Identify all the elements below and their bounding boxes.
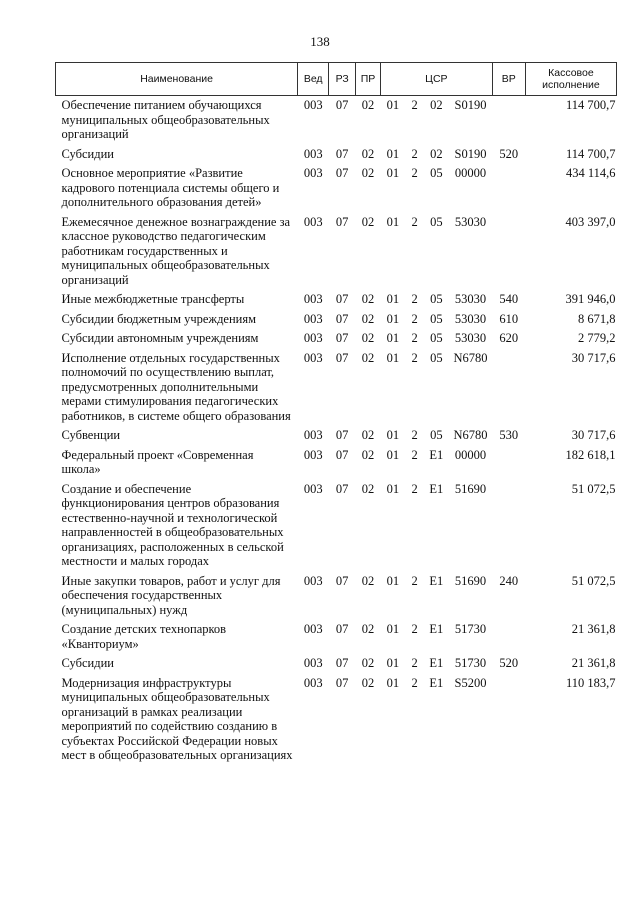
row-csr-activity: 05 xyxy=(430,331,443,345)
row-csr-direction: N6780 xyxy=(453,350,488,365)
budget-execution-table xyxy=(55,62,617,766)
table-row xyxy=(56,572,617,621)
row-csr-direction: 51690 xyxy=(454,573,487,588)
row-csr-activity: 05 xyxy=(430,311,443,326)
row-rz: 07 xyxy=(335,214,349,229)
row-ved: 003 xyxy=(303,146,323,161)
row-rz: 07 xyxy=(335,331,349,345)
row-rz: 07 xyxy=(335,656,349,670)
row-amount: 182 618,1 xyxy=(565,447,616,462)
row-csr-program: 01 xyxy=(386,331,400,345)
table-row xyxy=(56,329,617,349)
row-csr-subprogram: 2 xyxy=(411,146,418,161)
row-ved: 003 xyxy=(303,573,323,588)
row-pr: 02 xyxy=(361,214,375,229)
row-csr-activity: E1 xyxy=(429,447,444,462)
row-csr-activity: 02 xyxy=(430,146,443,161)
row-rz: 07 xyxy=(335,311,349,326)
row-csr-program: 01 xyxy=(386,166,400,180)
row-csr-direction: S5200 xyxy=(454,675,487,690)
row-csr-program: 01 xyxy=(386,675,400,690)
row-name: Иные межбюджетные трансферты xyxy=(61,292,245,306)
row-name: Модернизация инфраструктуры муниципальных общеобразовательных организаций в рамках реализации мероприятий по содействию созданию в субъектах Российской Федерации новых мест в общеобразовательных организациях xyxy=(61,675,293,762)
row-name: Субсидии xyxy=(61,146,114,161)
row-vr xyxy=(492,96,525,145)
row-ved: 003 xyxy=(303,447,323,462)
row-csr-activity: E1 xyxy=(429,656,444,670)
row-csr-program: 01 xyxy=(386,98,400,112)
row-csr-program: 01 xyxy=(386,481,400,496)
row-csr-subprogram: 2 xyxy=(411,573,418,588)
row-vr xyxy=(492,164,525,213)
row-rz: 07 xyxy=(335,447,349,462)
table-row xyxy=(56,426,617,446)
header-amount: Кассовое исполнение xyxy=(525,63,616,96)
row-rz: 07 xyxy=(335,573,349,588)
row-name: Субсидии автономным учреждениям xyxy=(61,331,259,345)
header-vr: ВР xyxy=(492,63,525,96)
row-csr-subprogram: 2 xyxy=(411,622,418,636)
row-csr-subprogram: 2 xyxy=(411,166,418,180)
row-pr: 02 xyxy=(361,98,375,112)
row-pr: 02 xyxy=(361,146,375,161)
header-pr: ПР xyxy=(356,63,381,96)
row-csr-subprogram: 2 xyxy=(411,656,418,670)
row-csr-direction: 00000 xyxy=(454,447,487,462)
header-name: Наименование xyxy=(56,63,298,96)
row-ved: 003 xyxy=(303,292,323,306)
row-csr-activity: 02 xyxy=(430,98,443,112)
row-pr: 02 xyxy=(361,428,375,442)
row-ved: 003 xyxy=(303,428,323,442)
row-ved: 003 xyxy=(303,331,323,345)
header-ved: Вед xyxy=(298,63,329,96)
row-csr-activity: E1 xyxy=(429,675,444,690)
row-csr-program: 01 xyxy=(386,311,400,326)
row-csr-activity: E1 xyxy=(429,481,444,496)
row-csr-program: 01 xyxy=(386,146,400,161)
row-vr xyxy=(492,349,525,427)
row-rz: 07 xyxy=(335,622,349,636)
table-row xyxy=(56,674,617,766)
row-amount: 30 717,6 xyxy=(571,428,616,442)
row-pr: 02 xyxy=(361,622,375,636)
row-pr: 02 xyxy=(361,573,375,588)
row-rz: 07 xyxy=(335,98,349,112)
row-pr: 02 xyxy=(361,447,375,462)
row-amount: 51 072,5 xyxy=(571,573,616,588)
row-csr-program: 01 xyxy=(386,428,400,442)
row-pr: 02 xyxy=(361,675,375,690)
row-name: Субсидии xyxy=(61,656,114,670)
row-csr-direction: 53030 xyxy=(454,311,487,326)
row-csr-program: 01 xyxy=(386,656,400,670)
row-csr-program: 01 xyxy=(386,622,400,636)
row-ved: 003 xyxy=(303,350,323,365)
row-csr-subprogram: 2 xyxy=(411,481,418,496)
row-csr-subprogram: 2 xyxy=(411,311,418,326)
row-rz: 07 xyxy=(335,428,349,442)
row-amount: 434 114,6 xyxy=(565,166,616,180)
table-row xyxy=(56,654,617,674)
row-name: Субсидии бюджетным учреждениям xyxy=(61,311,257,326)
row-vr xyxy=(492,213,525,291)
row-amount: 114 700,7 xyxy=(565,98,616,112)
row-amount: 2 779,2 xyxy=(578,331,616,345)
row-csr-direction: S0190 xyxy=(454,146,487,161)
row-rz: 07 xyxy=(335,481,349,496)
row-ved: 003 xyxy=(303,481,323,496)
row-csr-subprogram: 2 xyxy=(411,331,418,345)
row-amount: 21 361,8 xyxy=(571,622,616,636)
row-amount: 30 717,6 xyxy=(571,350,616,365)
table-row xyxy=(56,446,617,480)
row-csr-subprogram: 2 xyxy=(411,214,418,229)
row-csr-subprogram: 2 xyxy=(411,292,418,306)
row-csr-activity: E1 xyxy=(429,573,444,588)
row-name: Ежемесячное денежное вознаграждение за классное руководство педагогическим работникам государственных и муниципальных общеобразовательных организаций xyxy=(61,214,291,287)
table-row xyxy=(56,290,617,310)
row-pr: 02 xyxy=(361,350,375,365)
row-rz: 07 xyxy=(335,146,349,161)
row-amount: 21 361,8 xyxy=(571,656,616,670)
row-name: Создание детских технопарков «Кванториум» xyxy=(61,622,227,651)
row-ved: 003 xyxy=(303,214,323,229)
row-name: Обеспечение питанием обучающихся муниципальных общеобразовательных организаций xyxy=(61,98,270,141)
row-csr-direction: S0190 xyxy=(454,98,487,112)
table-row xyxy=(56,164,617,213)
row-csr-activity: E1 xyxy=(429,622,444,636)
row-csr-subprogram: 2 xyxy=(411,675,418,690)
table-header xyxy=(56,63,617,96)
row-vr: 520 xyxy=(499,656,519,670)
table-row xyxy=(56,620,617,654)
row-rz: 07 xyxy=(335,675,349,690)
table-row xyxy=(56,480,617,572)
row-csr-direction: 53030 xyxy=(454,331,487,345)
row-ved: 003 xyxy=(303,166,323,180)
row-csr-activity: 05 xyxy=(430,214,443,229)
row-csr-program: 01 xyxy=(386,447,400,462)
row-amount: 8 671,8 xyxy=(578,311,616,326)
row-csr-subprogram: 2 xyxy=(411,428,418,442)
row-ved: 003 xyxy=(303,675,323,690)
row-csr-activity: 05 xyxy=(430,166,443,180)
row-vr: 540 xyxy=(499,292,519,306)
row-csr-activity: 05 xyxy=(430,428,443,442)
row-pr: 02 xyxy=(361,481,375,496)
row-pr: 02 xyxy=(361,656,375,670)
row-csr-activity: 05 xyxy=(430,350,443,365)
table-row xyxy=(56,310,617,330)
row-name: Субвенции xyxy=(61,428,121,442)
row-csr-direction: N6780 xyxy=(453,428,488,442)
table-row xyxy=(56,349,617,427)
row-csr-program: 01 xyxy=(386,573,400,588)
row-csr-direction: 53030 xyxy=(454,214,487,229)
row-amount: 114 700,7 xyxy=(565,146,616,161)
row-rz: 07 xyxy=(335,166,349,180)
row-amount: 110 183,7 xyxy=(565,675,616,690)
row-csr-program: 01 xyxy=(386,292,400,306)
row-vr: 620 xyxy=(499,331,519,345)
row-csr-direction: 00000 xyxy=(454,166,487,180)
row-csr-subprogram: 2 xyxy=(411,98,418,112)
row-csr-program: 01 xyxy=(386,214,400,229)
row-ved: 003 xyxy=(303,622,323,636)
table-row xyxy=(56,213,617,291)
row-vr: 520 xyxy=(499,146,519,161)
row-csr-direction: 53030 xyxy=(454,292,487,306)
row-csr-activity: 05 xyxy=(430,292,443,306)
header-rz: РЗ xyxy=(329,63,356,96)
row-pr: 02 xyxy=(361,311,375,326)
row-vr: 240 xyxy=(499,573,519,588)
row-csr-direction: 51730 xyxy=(454,656,487,670)
row-csr-direction: 51690 xyxy=(454,481,487,496)
row-name: Исполнение отдельных государственных полномочий по осуществлению выплат, предусмотренных дополнительными мерами стимулирования педагогических работников, в системе общего образования xyxy=(61,350,291,423)
row-csr-subprogram: 2 xyxy=(411,447,418,462)
table-body xyxy=(56,96,617,766)
table-row xyxy=(56,145,617,165)
row-name: Федеральный проект «Современная школа» xyxy=(61,447,254,476)
row-vr xyxy=(492,674,525,766)
row-rz: 07 xyxy=(335,292,349,306)
row-ved: 003 xyxy=(303,311,323,326)
row-csr-direction: 51730 xyxy=(454,622,487,636)
row-name: Создание и обеспечение функционирования центров образования естественно-научной и технологической направленностей в общеобразовательных организациях, расположенных в сельской местности и малых городах xyxy=(61,481,284,568)
row-csr-subprogram: 2 xyxy=(411,350,418,365)
row-name: Иные закупки товаров, работ и услуг для обеспечения государственных (муниципальных) нужд xyxy=(61,573,281,617)
row-rz: 07 xyxy=(335,350,349,365)
row-amount: 403 397,0 xyxy=(565,214,616,229)
row-amount: 391 946,0 xyxy=(565,292,616,306)
row-pr: 02 xyxy=(361,166,375,180)
row-vr: 530 xyxy=(499,428,519,442)
header-csr: ЦСР xyxy=(380,63,492,96)
row-vr xyxy=(492,480,525,572)
row-vr: 610 xyxy=(499,311,519,326)
row-ved: 003 xyxy=(303,656,323,670)
row-csr-program: 01 xyxy=(386,350,400,365)
page-number: 138 xyxy=(310,34,330,49)
row-name: Основное мероприятие «Развитие кадрового потенциала системы общего и дополнительного образования детей» xyxy=(61,166,280,209)
row-vr xyxy=(492,620,525,654)
row-pr: 02 xyxy=(361,292,375,306)
row-amount: 51 072,5 xyxy=(571,481,616,496)
row-vr xyxy=(492,446,525,480)
table-row xyxy=(56,96,617,145)
row-pr: 02 xyxy=(361,331,375,345)
row-ved: 003 xyxy=(303,98,323,112)
